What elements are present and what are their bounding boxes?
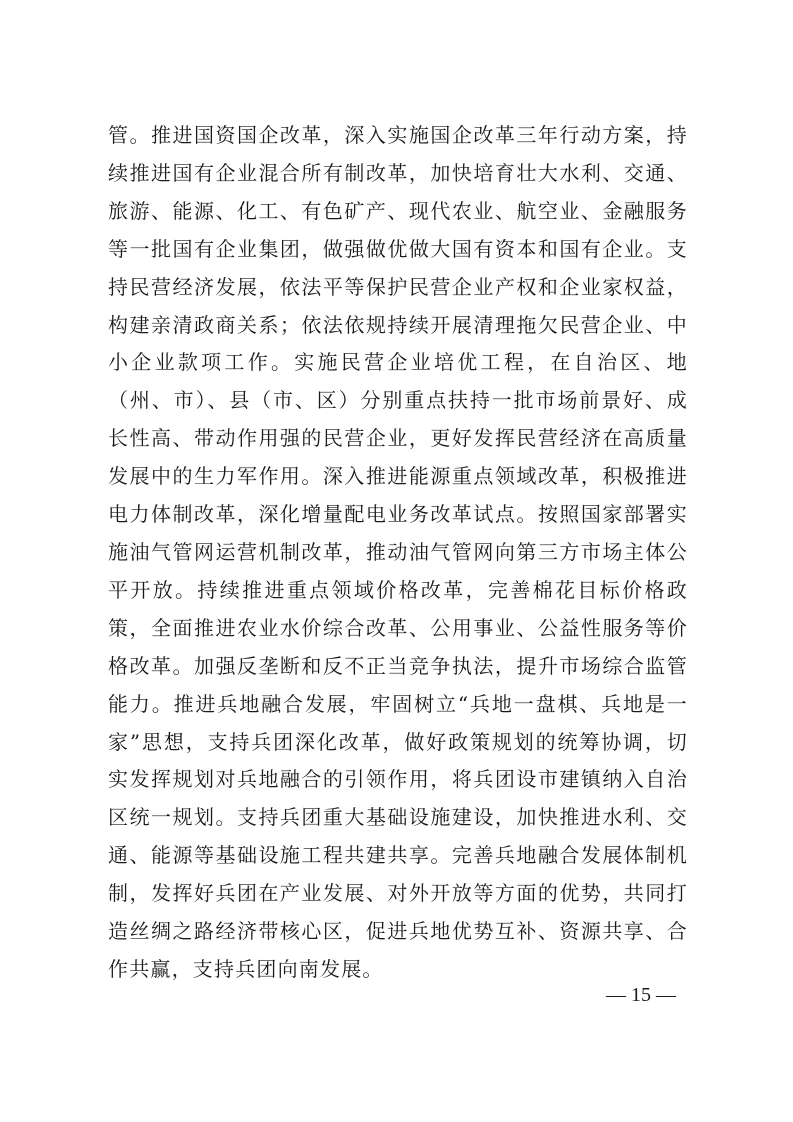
body-paragraph: 管。推进国资国企改革，深入实施国企改革三年行动方案，持续推进国有企业混合所有制改革，加快培育壮大水利、交通、旅游、能源、化工、有色矿产、现代农业、航空业、金融服务等一批国有企业集团，做强做优做大国有资本和国有企业。支持民营经济发展，依法平等保护民营企业产权和企业家权益，构建亲清政商关系；依法依规持续开展清理拖欠民营企业、中小企业款项工作。实施民营企业培优工程，在自治区、地（州、市）、县（市、区）分别重点扶持一批市场前景好、成长性高、带动作用强的民营企业，更好发挥民营经济在高质量发展中的生力军作用。深入推进能源重点领域改革，积极推进电力体制改革，深化增量配电业务改革试点。按照国家部署实施油气管网运营机制改革，推动油气管网向第三方市场主体公平开放。持续推进重点领域价格改革，完善棉花目标价格政策，全面推进农业水价综合改革、公用事业、公益性服务等价格改革。加强反垄断和反不正当竞争执法，提升市场综合监管能力。推进兵地融合发展，牢固树立“兵地一盘棋、兵地是一家”思想，支持兵团深化改革，做好政策规划的统筹协调，切实发挥规划对兵地融合的引领作用，将兵团设市建镇纳入自治区统一规划。支持兵团重大基础设施建设，加快推进水利、交通、能源等基础设施工程共建共享。完善兵地融合发展体制机制，发挥好兵团在产业发展、对外开放等方面的优势，共同打造丝绸之路经济带核心区，促进兵地优势互补、资源共享、合作共赢，支持兵团向南发展。 [108, 123, 688, 981]
page-number: — 15 — [606, 984, 676, 1006]
